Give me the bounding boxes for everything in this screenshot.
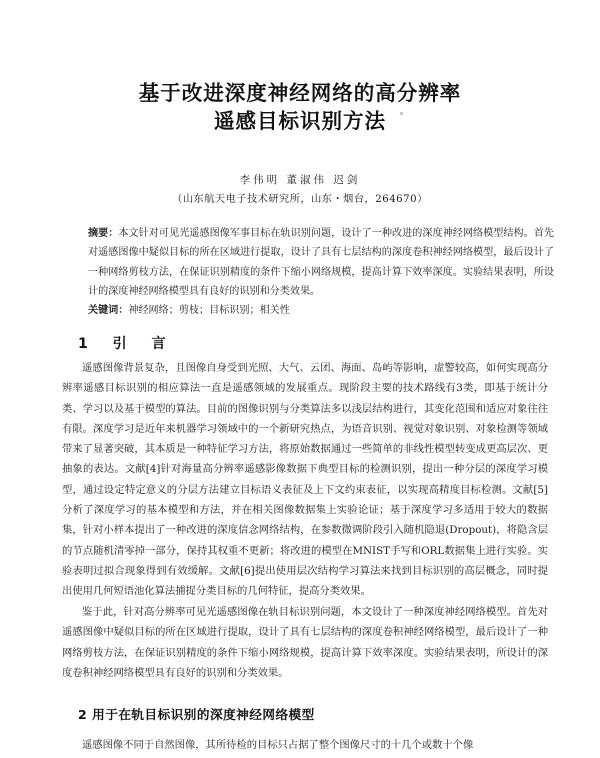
abstract-label: 摘要： (88, 228, 119, 239)
section-1-heading: 1 引 言 (78, 336, 176, 352)
affiliation: （山东航天电子技术研究所，山东・烟台，264670） (172, 194, 428, 205)
section-2-paragraph-1: 遥感图像不同于自然图像，其所待检的目标只占据了整个图像尺寸的十几个或数十个像 (82, 739, 474, 751)
keywords-label: 关键词： (88, 305, 129, 316)
paper-title-line1: 基于改进深度神经网络的高分辨率 (138, 81, 462, 105)
section-1-paragraph-1: 遥感图像背景复杂，且图像自身受到光照、大气、云团、海面、岛屿等影响，虚警较高，如何实现高分辨率遥感目标识别的相应算法一直是遥感领域的发展重点。现阶段主要的技术路线有3类，即基于统计分类、学习以及基于模型的算法。目前的图像识别与分类算法多以浅层结构进行，其变化范围和适应对象往往有限。深度学习是近年来机器学习领域中的一个新研究热点，为语音识别、视觉对象识别、对象检测等领域带来了显著突破，其本质是一种特征学习方法，将原始数据通过一些简单的非线性模型转变成更高层次、更抽象的表达。文献[4]针对海量高分辨率遥感影像数据下典型目标的检测识别，提出一种分层的深度学习模型，通过设定特定意义的分层方法建立目标语义表征及上下文约束表征，以实现高精度目标检测。文献[5]分析了深度学习的基本模型和方法，并在相关图像数据集上实验论证；基于深度学习多适用于较大的数据集，针对小样本提出了一种改进的深度信念网络结构，在参数微调阶段引入随机隐退(Dropout)，将隐含层的节点随机清零掉一部分，保持其权重不更新；将改进的模型在MNIST手写和ORL数据集上进行实验。实验表明过拟合现象得到有效缓解。文献[6]提出使用层次结构学习算法来找到目标识别的高层概念，同时提出使用几何短语池化算法捕捉分类目标的几何特征，提高分类效果。 (62, 362, 548, 598)
abstract (88, 224, 554, 301)
authors: 李伟明 董淑伟 迟剑 (239, 174, 361, 186)
section-2-heading: 2 用于在轨目标识别的深度神经网络模型 (78, 707, 315, 722)
section-1-paragraph-2: 鉴于此，针对高分辨率可见光遥感图像在轨目标识别问题，本文设计了一种深度神经网络模型。首先对遥感图像中疑似目标的所在区域进行提取，设计了具有七层结构的深度卷积神经网络模型，最后设计了一种网络剪枝方法，在保证识别精度的条件下缩小网络规模，提高计算下效率深度。实验结果表明，所设计的深度卷积神经网络模型具有良好的识别和分类效果。 (62, 606, 548, 679)
keywords (88, 301, 554, 320)
scan-speck (400, 112, 403, 115)
paper-title-line2: 遥感目标识别方法 (214, 109, 386, 133)
abstract-text: 本文针对可见光遥感图像军事目标在轨识别问题，设计了一种改进的深度神经网络模型结构。首先对遥感图像中疑似目标的所在区域进行提取，设计了具有七层结构的深度卷积神经网络模型，最后设计了一种网络剪枝方法，在保证识别精度的条件下缩小网络规模，提高计算下效率深度。实验结果表明，所设计的深度神经网络模型具有良好的识别和分类效果。 (88, 228, 555, 297)
keywords-text: 神经网络；剪枝；目标识别；相关性 (128, 305, 290, 316)
